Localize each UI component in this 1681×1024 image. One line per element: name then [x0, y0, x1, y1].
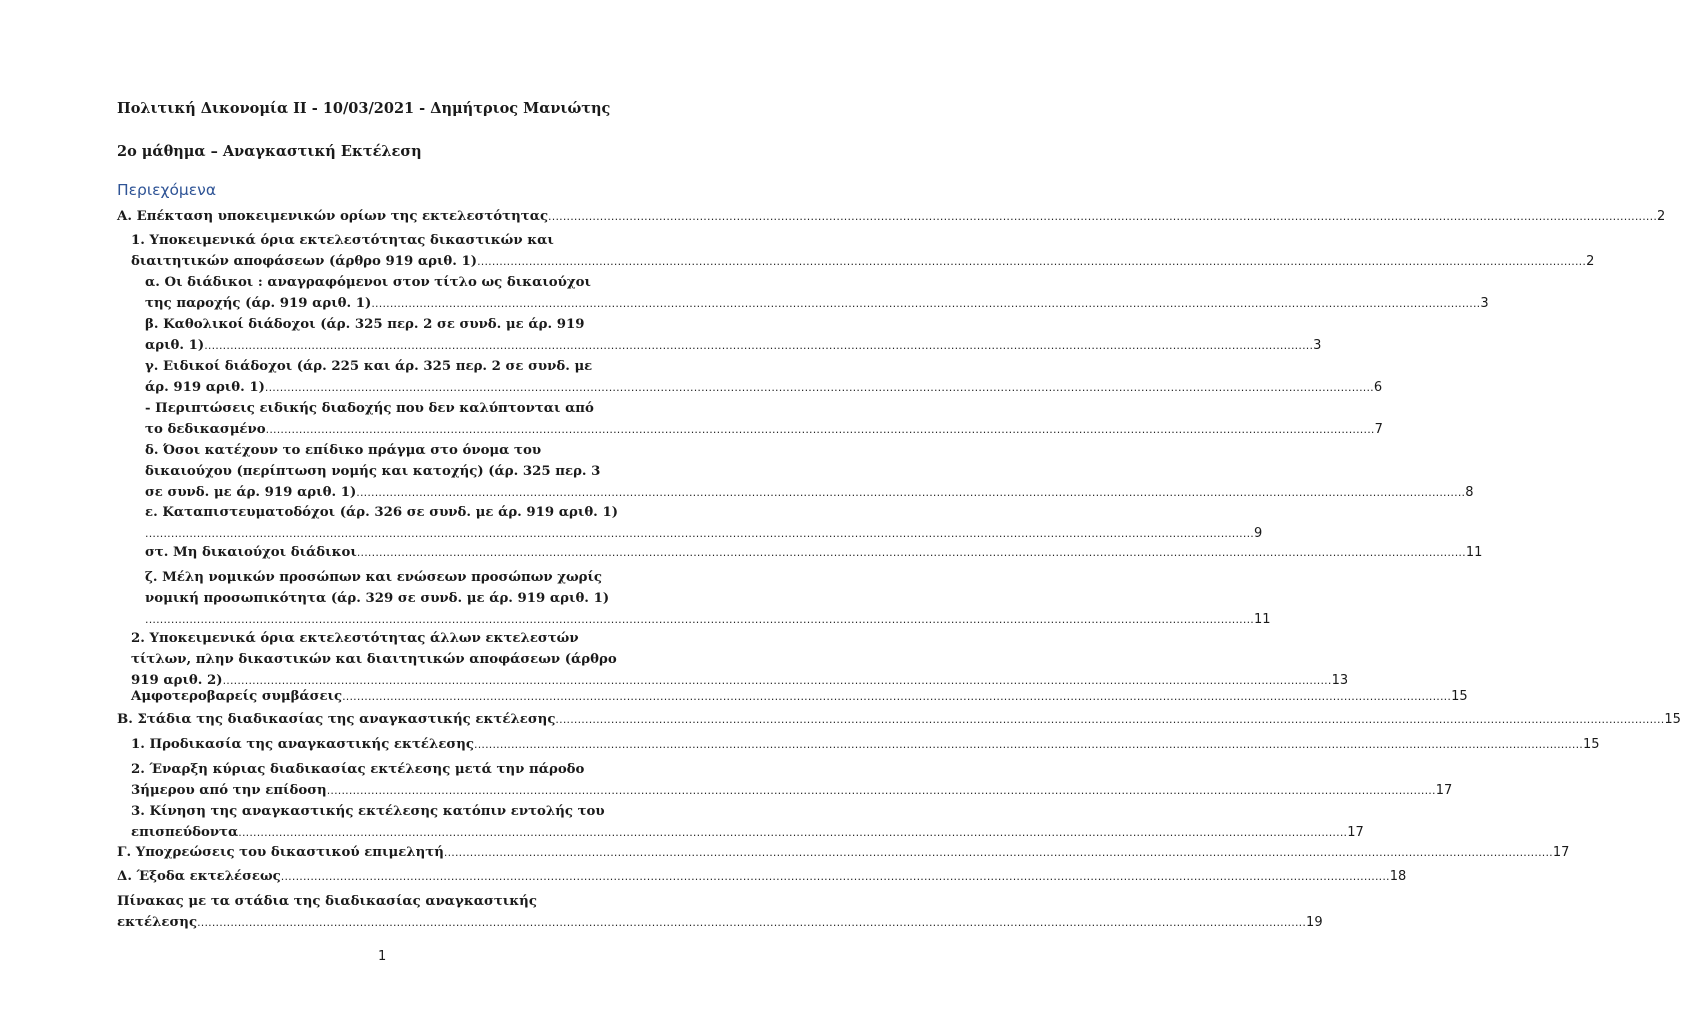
dot-leader: ............................................................................................................................................................................................................................................................................................................: [238, 826, 1348, 839]
toc-entry-pinakas[interactable]: [117, 891, 1323, 933]
toc-entry-epsilon[interactable]: [145, 502, 1263, 544]
toc-entry-b2[interactable]: [131, 759, 1453, 801]
toc-entry-text: β. Καθολικοί διάδοχοι (άρ. 325 περ. 2 σε συνδ. με άρ. 919: [145, 317, 585, 332]
toc-entry-text: Γ. Υποχρεώσεις του δικαστικού επιμελητή: [117, 845, 444, 860]
toc-entry-beta[interactable]: [145, 314, 1322, 356]
toc-entry-text: 2. Υποκειμενικά όρια εκτελεστότητας άλλων εκτελεστών: [131, 631, 579, 646]
toc-entry-text: α. Οι διάδικοι : αναγραφόμενοι στον τίτλο ως δικαιούχοι: [145, 275, 591, 290]
toc-page-number: 3: [1313, 338, 1322, 353]
toc-entry-delta[interactable]: [145, 440, 1474, 503]
toc-entry-1[interactable]: [131, 230, 1595, 272]
toc-entry-text: Αμφοτεροβαρείς συμβάσεις: [131, 689, 343, 704]
toc-entry-text: Πίνακας με τα στάδια της διαδικασίας αναγκαστικής: [117, 894, 537, 909]
toc-entry-text: ζ. Μέλη νομικών προσώπων και ενώσεων προσώπων χωρίς: [145, 570, 603, 585]
toc-entry-text: το δεδικασμένο: [145, 422, 266, 437]
toc-entry-text: αριθ. 1): [145, 338, 205, 353]
dot-leader: ............................................................................................................................................................................................................................................................................................................: [555, 713, 1665, 726]
toc-entry-d[interactable]: [117, 866, 1407, 887]
toc-entry-leader-line: [131, 734, 1600, 755]
dot-leader: ............................................................................................................................................................................................................................................................................................................: [474, 738, 1583, 751]
toc-entry-leader-line: [131, 686, 1468, 707]
toc-entry-leader-line: [117, 912, 1323, 933]
toc-entry-text: Δ. Έξοδα εκτελέσεως: [117, 869, 281, 884]
toc-entry-text: γ. Ειδικοί διάδοχοι (άρ. 225 και άρ. 325 περ. 2 σε συνδ. με: [145, 359, 593, 374]
toc-entry-text: 2. Έναρξη κύριας διαδικασίας εκτέλεσης μετά την πάροδο: [131, 762, 585, 777]
dot-leader: ............................................................................................................................................................................................................................................................................................................: [222, 674, 1332, 687]
toc-heading: Περιεχόμενα: [117, 181, 217, 199]
toc-entry-zeta[interactable]: [145, 567, 1271, 630]
toc-entry-text: 3ήμερου από την επίδοση: [131, 783, 327, 798]
dot-leader: ............................................................................................................................................................................................................................................................................................................: [197, 916, 1307, 929]
toc-page-number: 6: [1373, 380, 1383, 395]
toc-entry-text: Α. Επέκταση υποκειμενικών ορίων της εκτελεστότητας: [117, 209, 549, 224]
toc-entry-leader-line: [117, 866, 1407, 887]
toc-entry-text: άρ. 919 αριθ. 1): [145, 380, 265, 395]
dot-leader: ............................................................................................................................................................................................................................................................................................................: [548, 210, 1658, 223]
toc-entry-text: νομική προσωπικότητα (άρ. 329 σε συνδ. με άρ. 919 αριθ. 1): [145, 591, 610, 606]
toc-entry-text: στ. Μη δικαιούχοι διάδικοι: [145, 545, 357, 560]
toc-page-number: 15: [1664, 712, 1681, 727]
toc-entry-leader-line: [145, 482, 1474, 503]
toc-page-number: 18: [1389, 869, 1407, 884]
toc-entry-b[interactable]: [117, 709, 1681, 730]
toc-entry-leader-line: [131, 780, 1453, 801]
toc-entry-leader-line: [145, 377, 1383, 398]
toc-entry-leader-line: [117, 206, 1666, 227]
toc-entry-leader-line: [145, 335, 1322, 356]
dot-leader: ............................................................................................................................................................................................................................................................................................................: [342, 690, 1452, 703]
toc-entry-b1[interactable]: [131, 734, 1600, 755]
toc-page-number: 3: [1480, 296, 1489, 311]
toc-entry-a[interactable]: [117, 206, 1666, 227]
dot-leader: ............................................................................................................................................................................................................................................................................................................: [264, 381, 1374, 394]
toc-page-number: 11: [1253, 612, 1271, 627]
dot-leader: ............................................................................................................................................................................................................................................................................................................: [356, 546, 1466, 559]
toc-entry-text: δικαιούχου (περίπτωση νομής και κατοχής) (άρ. 325 περ. 3: [145, 464, 601, 479]
toc-entry-leader-line: [131, 251, 1595, 272]
toc-entry-text: εκτέλεσης: [117, 915, 198, 930]
dot-leader: ............................................................................................................................................................................................................................................................................................................: [204, 339, 1314, 352]
toc-entry-text: - Περιπτώσεις ειδικής διαδοχής που δεν καλύπτονται από: [145, 401, 594, 416]
dot-leader: ............................................................................................................................................................................................................................................................................................................: [477, 255, 1587, 268]
toc-entry-leader-line: [131, 822, 1364, 843]
toc-entry-amfoterovareis[interactable]: [131, 686, 1468, 707]
toc-entry-st[interactable]: [145, 542, 1483, 563]
toc-page-number: 17: [1435, 783, 1453, 798]
toc-entry-text: διαιτητικών αποφάσεων (άρθρο 919 αριθ. 1): [131, 254, 478, 269]
toc-page-number: 2: [1586, 254, 1595, 269]
toc-page-number: 15: [1451, 689, 1468, 704]
dot-leader: ............................................................................................................................................................................................................................................................................................................: [265, 423, 1375, 436]
dot-leader: ............................................................................................................................................................................................................................................................................................................: [326, 784, 1436, 797]
toc-page-number: 2: [1657, 209, 1666, 224]
toc-entry-alpha[interactable]: [145, 272, 1489, 314]
toc-page-number: 9: [1253, 526, 1263, 541]
dot-leader: ............................................................................................................................................................................................................................................................................................................: [280, 870, 1390, 883]
dot-leader: ............................................................................................................................................................................................................................................................................................................: [356, 486, 1466, 499]
toc-entry-leader-line: [145, 293, 1489, 314]
toc-entry-text: δ. Όσοι κατέχουν το επίδικο πράγμα στο όνομα του: [145, 443, 542, 458]
dot-leader: ............................................................................................................................................................................................................................................................................................................: [145, 613, 1254, 626]
toc-entry-leader-line: [117, 842, 1570, 863]
toc-page-number: 11: [1465, 545, 1483, 560]
toc-entry-leader-line: [145, 419, 1383, 440]
document-title: Πολιτική Δικονομία ΙΙ - 10/03/2021 - Δημήτριος Μανιώτης: [117, 100, 611, 117]
toc-entry-dash[interactable]: [145, 398, 1383, 440]
toc-entry-text: σε συνδ. με άρ. 919 αριθ. 1): [145, 485, 357, 500]
toc-page-number: 7: [1374, 422, 1383, 437]
toc-page-number: 17: [1552, 845, 1570, 860]
toc-entry-leader-line: [145, 523, 1263, 544]
page-number: 1: [378, 949, 387, 964]
toc-entry-gamma[interactable]: [145, 356, 1383, 398]
document-subtitle: 2ο μάθημα – Αναγκαστική Εκτέλεση: [117, 143, 422, 160]
toc-entry-text: 1. Προδικασία της αναγκαστικής εκτέλεσης: [131, 737, 474, 752]
toc-entry-leader-line: [117, 709, 1681, 730]
toc-entry-text: 1. Υποκειμενικά όρια εκτελεστότητας δικαστικών και: [131, 233, 554, 248]
dot-leader: ............................................................................................................................................................................................................................................................................................................: [145, 527, 1254, 540]
toc-entry-text: 919 αριθ. 2): [131, 673, 223, 688]
toc-page-number: 13: [1331, 673, 1349, 688]
toc-entry-text: επισπεύδοντα: [131, 825, 239, 840]
toc-page-number: 19: [1306, 915, 1323, 930]
dot-leader: ............................................................................................................................................................................................................................................................................................................: [443, 846, 1553, 859]
toc-entry-text: της παροχής (άρ. 919 αριθ. 1): [145, 296, 372, 311]
toc-page-number: 8: [1465, 485, 1474, 500]
toc-entry-text: ε. Καταπιστευματοδόχοι (άρ. 326 σε συνδ. με άρ. 919 αριθ. 1): [145, 505, 618, 520]
toc-entry-leader-line: [145, 609, 1271, 630]
toc-page-number: 17: [1347, 825, 1364, 840]
toc-entry-leader-line: [145, 542, 1483, 563]
toc-entry-text: Β. Στάδια της διαδικασίας της αναγκαστικής εκτέλεσης: [117, 712, 556, 727]
dot-leader: ............................................................................................................................................................................................................................................................................................................: [371, 297, 1481, 310]
toc-entry-text: τίτλων, πλην δικαστικών και διαιτητικών αποφάσεων (άρθρο: [131, 652, 617, 667]
toc-entry-g[interactable]: [117, 842, 1570, 863]
toc-entry-2[interactable]: [131, 628, 1349, 691]
toc-entry-text: 3. Κίνηση της αναγκαστικής εκτέλεσης κατόπιν εντολής του: [131, 804, 605, 819]
toc-page-number: 15: [1582, 737, 1600, 752]
toc-entry-b3[interactable]: [131, 801, 1364, 843]
